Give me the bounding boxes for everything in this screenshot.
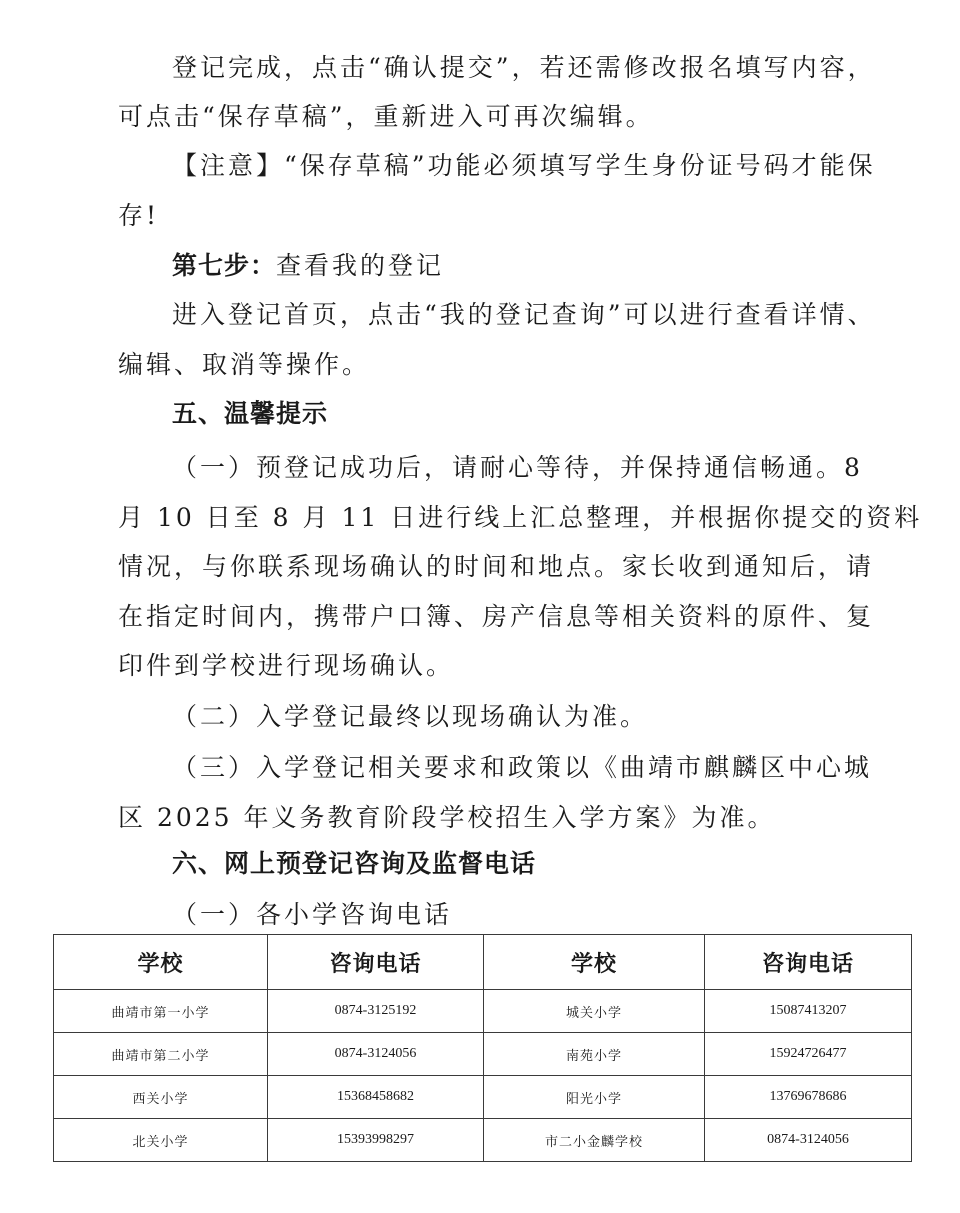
tip-one-line-2: 月 10 日至 8 月 11 日进行线上汇总整理，并根据你提交的资料: [118, 503, 923, 532]
paragraph-notice-line-2: 存!: [118, 201, 160, 230]
paragraph-submit-line-1: 登记完成，点击“确认提交”，若还需修改报名填写内容，: [172, 53, 876, 82]
phone-number: 15393998297: [268, 1119, 484, 1162]
header-school-right: 学校: [484, 935, 705, 990]
school-name: 曲靖市第二小学: [54, 1033, 268, 1076]
header-phone-left: 咨询电话: [268, 935, 484, 990]
step-seven-text: 查看我的登记: [276, 251, 445, 280]
tip-one-line-1: （一）预登记成功后，请耐心等待，并保持通信畅通。8: [172, 453, 863, 482]
school-name: 南苑小学: [484, 1033, 705, 1076]
school-name: 西关小学: [54, 1076, 268, 1119]
phone-number: 0874-3124056: [268, 1033, 484, 1076]
table-row: [54, 1033, 912, 1076]
phone-number: 15087413207: [705, 990, 912, 1033]
paragraph-query-line-2: 编辑、取消等操作。: [118, 350, 371, 379]
tip-three-line-2: 区 2025 年义务教育阶段学校招生入学方案》为准。: [118, 803, 776, 832]
tip-two: （二）入学登记最终以现场确认为准。: [172, 702, 649, 731]
primary-school-phones-heading: （一）各小学咨询电话: [172, 900, 453, 929]
section-five-heading: 五、温馨提示: [172, 399, 329, 428]
school-name: 曲靖市第一小学: [54, 990, 268, 1033]
tip-one-line-3: 情况，与你联系现场确认的时间和地点。家长收到通知后，请: [118, 552, 875, 581]
school-name: 阳光小学: [484, 1076, 705, 1119]
table-row: [54, 1119, 912, 1162]
step-seven-heading: [172, 250, 848, 282]
paragraph-query-line-1: 进入登记首页，点击“我的登记查询”可以进行查看详情、: [172, 300, 876, 329]
phone-number: 0874-3124056: [705, 1119, 912, 1162]
paragraph-submit-line-2: 可点击“保存草稿”，重新进入可再次编辑。: [118, 102, 654, 131]
school-phone-table: [53, 934, 912, 1162]
school-name: 城关小学: [484, 990, 705, 1033]
tip-three-line-1: （三）入学登记相关要求和政策以《曲靖市麒麟区中心城: [172, 753, 873, 782]
header-phone-right: 咨询电话: [705, 935, 912, 990]
phone-number: 15924726477: [705, 1033, 912, 1076]
paragraph-notice-line-1: 【注意】“保存草稿”功能必须填写学生身份证号码才能保: [172, 151, 876, 180]
tip-one-line-5: 印件到学校进行现场确认。: [118, 651, 455, 680]
table-row: [54, 990, 912, 1033]
table-header-row: [54, 935, 912, 990]
step-seven-label: 第七步：: [172, 251, 277, 280]
phone-number: 0874-3125192: [268, 990, 484, 1033]
school-name: 北关小学: [54, 1119, 268, 1162]
section-six-heading: 六、网上预登记咨询及监督电话: [172, 849, 537, 878]
header-school-left: 学校: [54, 935, 268, 990]
phone-number: 13769678686: [705, 1076, 912, 1119]
table-row: [54, 1076, 912, 1119]
tip-one-line-4: 在指定时间内，携带户口簿、房产信息等相关资料的原件、复: [118, 602, 875, 631]
phone-number: 15368458682: [268, 1076, 484, 1119]
school-name: 市二小金麟学校: [484, 1119, 705, 1162]
